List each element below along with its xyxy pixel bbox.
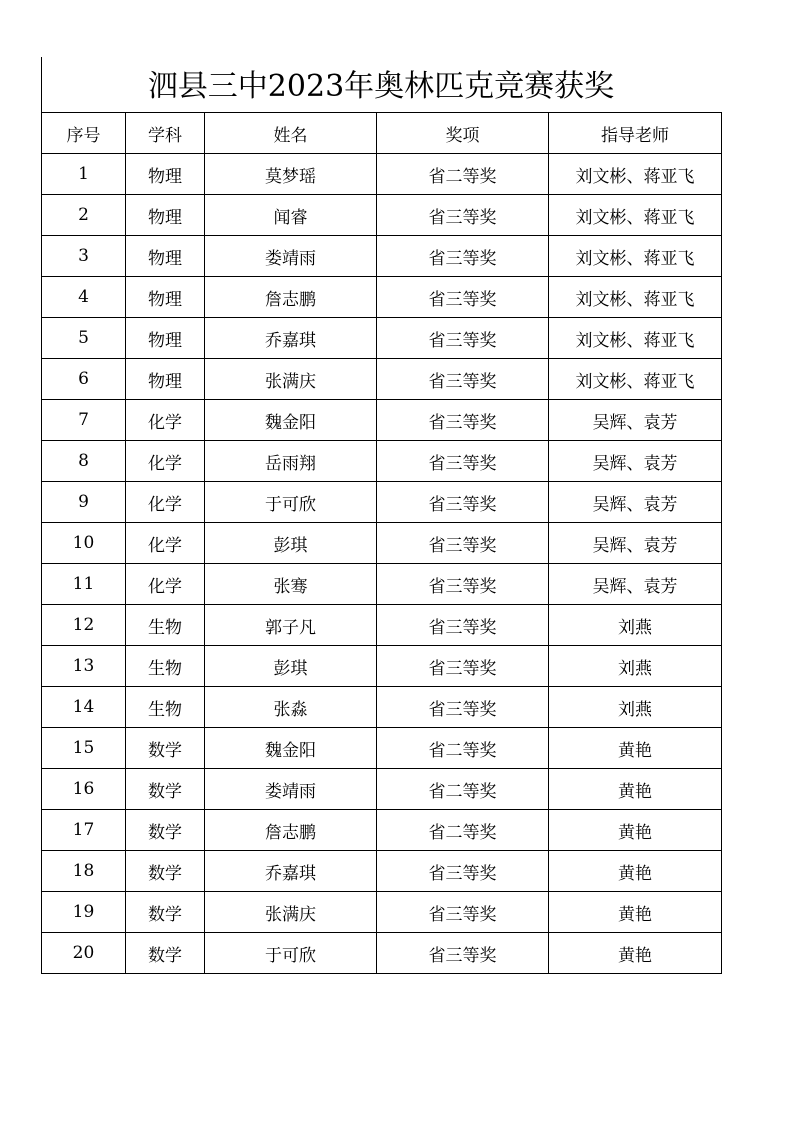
cell-subject: 物理 bbox=[126, 236, 205, 277]
cell-award: 省三等奖 bbox=[377, 359, 549, 400]
cell-teacher: 刘文彬、蒋亚飞 bbox=[549, 154, 722, 195]
table-row bbox=[42, 400, 722, 441]
cell-subject: 化学 bbox=[126, 564, 205, 605]
cell-teacher: 刘文彬、蒋亚飞 bbox=[549, 277, 722, 318]
cell-teacher: 黄艳 bbox=[549, 933, 722, 974]
cell-no: 3 bbox=[42, 236, 126, 277]
cell-award: 省三等奖 bbox=[377, 277, 549, 318]
table-row bbox=[42, 605, 722, 646]
table-header-row bbox=[42, 113, 722, 154]
cell-award: 省二等奖 bbox=[377, 154, 549, 195]
cell-name: 乔嘉琪 bbox=[205, 851, 377, 892]
cell-name: 于可欣 bbox=[205, 482, 377, 523]
table-row bbox=[42, 482, 722, 523]
cell-subject: 物理 bbox=[126, 318, 205, 359]
cell-subject: 物理 bbox=[126, 195, 205, 236]
cell-teacher: 黄艳 bbox=[549, 769, 722, 810]
table-row bbox=[42, 892, 722, 933]
award-table bbox=[41, 112, 722, 974]
cell-award: 省三等奖 bbox=[377, 933, 549, 974]
cell-name: 乔嘉琪 bbox=[205, 318, 377, 359]
cell-name: 彭琪 bbox=[205, 523, 377, 564]
table-row bbox=[42, 523, 722, 564]
cell-no: 8 bbox=[42, 441, 126, 482]
cell-no: 17 bbox=[42, 810, 126, 851]
table-row bbox=[42, 769, 722, 810]
cell-subject: 化学 bbox=[126, 482, 205, 523]
table-row bbox=[42, 810, 722, 851]
cell-subject: 数学 bbox=[126, 892, 205, 933]
table-row bbox=[42, 195, 722, 236]
cell-award: 省三等奖 bbox=[377, 195, 549, 236]
cell-teacher: 黄艳 bbox=[549, 810, 722, 851]
cell-no: 10 bbox=[42, 523, 126, 564]
cell-award: 省三等奖 bbox=[377, 400, 549, 441]
cell-no: 7 bbox=[42, 400, 126, 441]
cell-name: 郭子凡 bbox=[205, 605, 377, 646]
cell-no: 18 bbox=[42, 851, 126, 892]
cell-teacher: 黄艳 bbox=[549, 851, 722, 892]
table-row bbox=[42, 646, 722, 687]
header-name: 姓名 bbox=[205, 113, 377, 154]
cell-teacher: 吴辉、袁芳 bbox=[549, 482, 722, 523]
table-row bbox=[42, 933, 722, 974]
cell-subject: 生物 bbox=[126, 646, 205, 687]
table-row bbox=[42, 564, 722, 605]
cell-name: 岳雨翔 bbox=[205, 441, 377, 482]
cell-award: 省三等奖 bbox=[377, 687, 549, 728]
cell-teacher: 黄艳 bbox=[549, 728, 722, 769]
cell-award: 省三等奖 bbox=[377, 236, 549, 277]
table-row bbox=[42, 277, 722, 318]
cell-teacher: 刘文彬、蒋亚飞 bbox=[549, 236, 722, 277]
document-title: 泗县三中2023年奥林匹克竞赛获奖 bbox=[147, 69, 615, 104]
cell-subject: 数学 bbox=[126, 851, 205, 892]
cell-no: 2 bbox=[42, 195, 126, 236]
cell-teacher: 刘文彬、蒋亚飞 bbox=[549, 195, 722, 236]
cell-teacher: 刘燕 bbox=[549, 646, 722, 687]
table-body bbox=[42, 154, 722, 974]
cell-name: 张满庆 bbox=[205, 892, 377, 933]
header-no: 序号 bbox=[42, 113, 126, 154]
cell-subject: 物理 bbox=[126, 154, 205, 195]
table-row bbox=[42, 687, 722, 728]
cell-award: 省二等奖 bbox=[377, 728, 549, 769]
cell-teacher: 刘燕 bbox=[549, 687, 722, 728]
cell-no: 12 bbox=[42, 605, 126, 646]
cell-teacher: 吴辉、袁芳 bbox=[549, 523, 722, 564]
cell-no: 9 bbox=[42, 482, 126, 523]
cell-name: 彭琪 bbox=[205, 646, 377, 687]
cell-award: 省三等奖 bbox=[377, 564, 549, 605]
cell-no: 11 bbox=[42, 564, 126, 605]
table-row bbox=[42, 236, 722, 277]
cell-award: 省二等奖 bbox=[377, 810, 549, 851]
table-row bbox=[42, 154, 722, 195]
cell-subject: 数学 bbox=[126, 810, 205, 851]
cell-subject: 物理 bbox=[126, 277, 205, 318]
header-teacher: 指导老师 bbox=[549, 113, 722, 154]
cell-no: 6 bbox=[42, 359, 126, 400]
table-row bbox=[42, 359, 722, 400]
cell-subject: 化学 bbox=[126, 400, 205, 441]
header-subject: 学科 bbox=[126, 113, 205, 154]
cell-award: 省三等奖 bbox=[377, 892, 549, 933]
table-row bbox=[42, 728, 722, 769]
cell-name: 魏金阳 bbox=[205, 400, 377, 441]
cell-no: 20 bbox=[42, 933, 126, 974]
cell-teacher: 刘燕 bbox=[549, 605, 722, 646]
cell-name: 张满庆 bbox=[205, 359, 377, 400]
cell-award: 省三等奖 bbox=[377, 605, 549, 646]
cell-award: 省三等奖 bbox=[377, 646, 549, 687]
cell-award: 省二等奖 bbox=[377, 769, 549, 810]
cell-subject: 生物 bbox=[126, 687, 205, 728]
cell-name: 魏金阳 bbox=[205, 728, 377, 769]
cell-award: 省三等奖 bbox=[377, 441, 549, 482]
cell-name: 詹志鹏 bbox=[205, 810, 377, 851]
cell-subject: 化学 bbox=[126, 523, 205, 564]
cell-name: 詹志鹏 bbox=[205, 277, 377, 318]
cell-teacher: 吴辉、袁芳 bbox=[549, 441, 722, 482]
cell-award: 省三等奖 bbox=[377, 851, 549, 892]
cell-name: 娄靖雨 bbox=[205, 236, 377, 277]
cell-subject: 生物 bbox=[126, 605, 205, 646]
cell-teacher: 吴辉、袁芳 bbox=[549, 564, 722, 605]
cell-name: 娄靖雨 bbox=[205, 769, 377, 810]
cell-subject: 数学 bbox=[126, 769, 205, 810]
cell-no: 19 bbox=[42, 892, 126, 933]
cell-subject: 化学 bbox=[126, 441, 205, 482]
cell-no: 16 bbox=[42, 769, 126, 810]
cell-award: 省三等奖 bbox=[377, 318, 549, 359]
table-row bbox=[42, 318, 722, 359]
cell-award: 省三等奖 bbox=[377, 482, 549, 523]
cell-no: 4 bbox=[42, 277, 126, 318]
cell-teacher: 吴辉、袁芳 bbox=[549, 400, 722, 441]
cell-subject: 数学 bbox=[126, 933, 205, 974]
cell-name: 莫梦瑶 bbox=[205, 154, 377, 195]
cell-teacher: 刘文彬、蒋亚飞 bbox=[549, 318, 722, 359]
cell-award: 省三等奖 bbox=[377, 523, 549, 564]
cell-no: 1 bbox=[42, 154, 126, 195]
cell-teacher: 刘文彬、蒋亚飞 bbox=[549, 359, 722, 400]
cell-name: 张骞 bbox=[205, 564, 377, 605]
table-row bbox=[42, 441, 722, 482]
cell-subject: 数学 bbox=[126, 728, 205, 769]
cell-no: 5 bbox=[42, 318, 126, 359]
cell-no: 15 bbox=[42, 728, 126, 769]
table-row bbox=[42, 851, 722, 892]
cell-name: 于可欣 bbox=[205, 933, 377, 974]
cell-no: 13 bbox=[42, 646, 126, 687]
cell-teacher: 黄艳 bbox=[549, 892, 722, 933]
cell-name: 闻睿 bbox=[205, 195, 377, 236]
cell-name: 张淼 bbox=[205, 687, 377, 728]
cell-no: 14 bbox=[42, 687, 126, 728]
cell-subject: 物理 bbox=[126, 359, 205, 400]
header-award: 奖项 bbox=[377, 113, 549, 154]
